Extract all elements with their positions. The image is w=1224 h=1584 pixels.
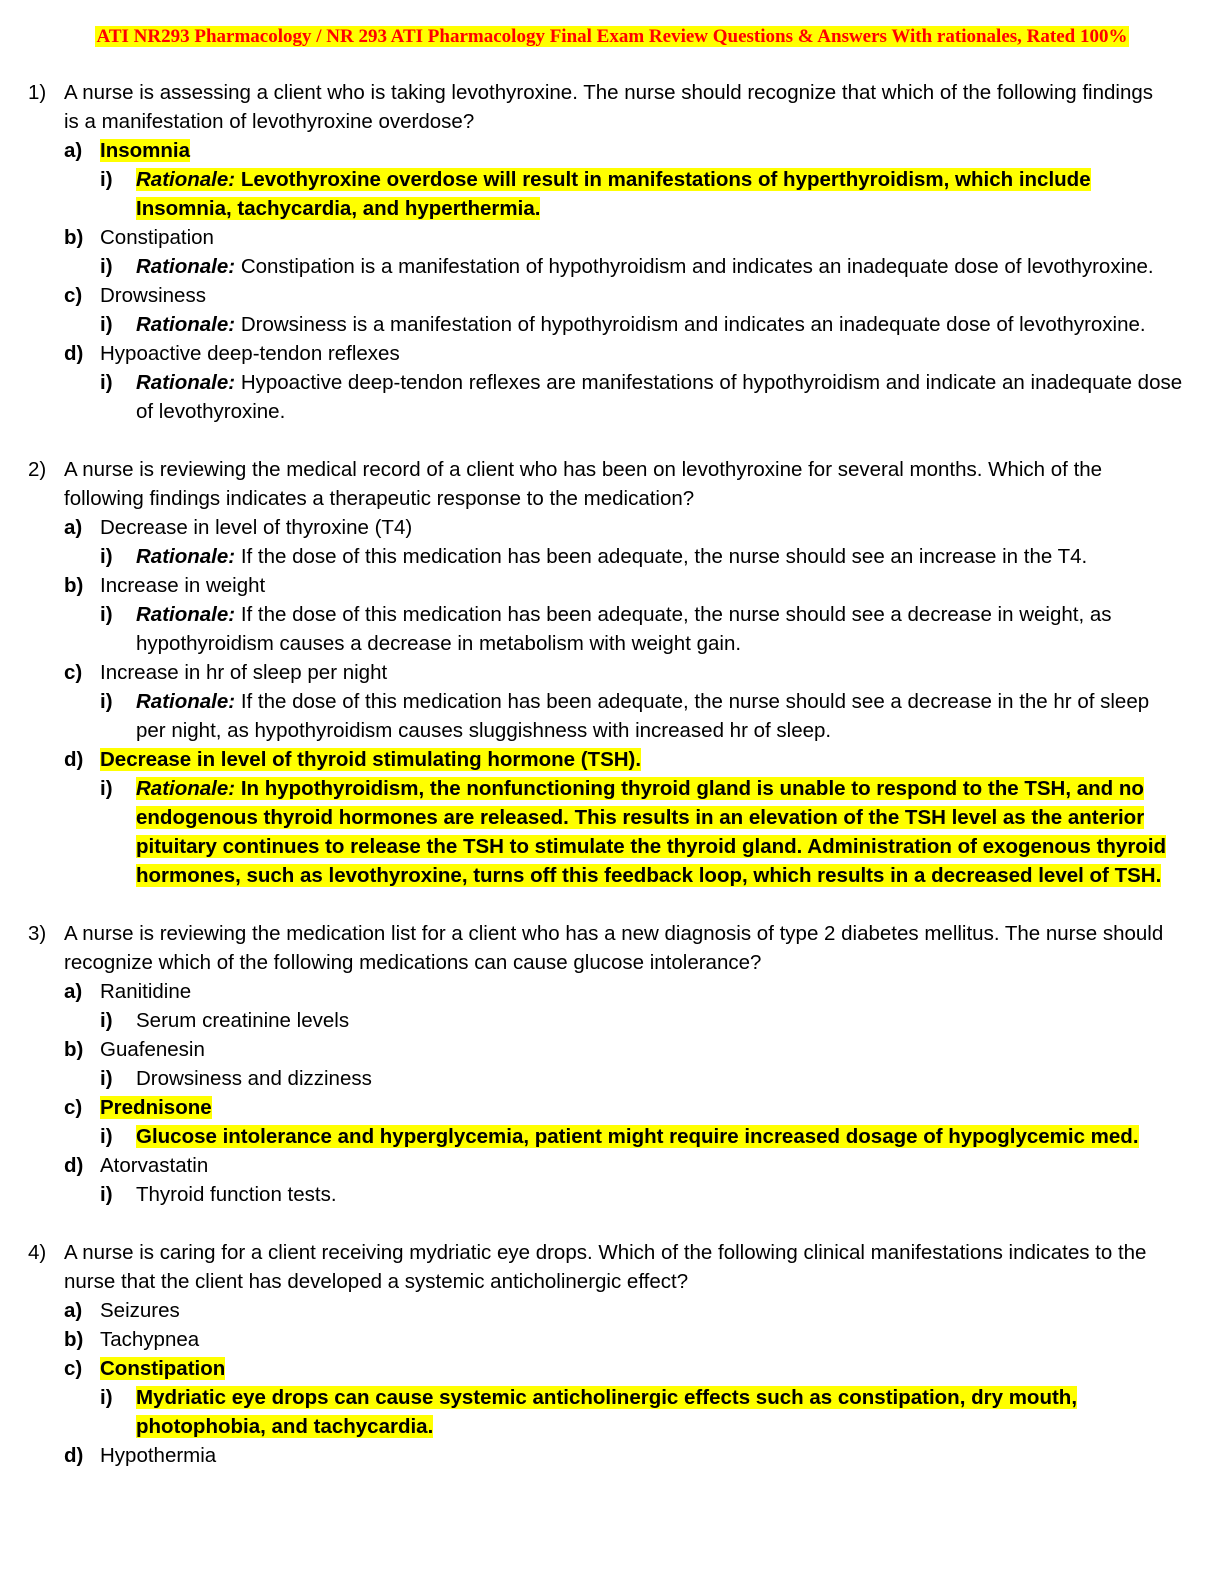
option-text: Increase in hr of sleep per night [100,661,388,684]
document-title: ATI NR293 Pharmacology / NR 293 ATI Pharmacology Final Exam Review Questions & Answers With rationales, Rated 100% [96,26,1128,47]
rationale-label: i) [100,777,113,800]
rationale-body [136,777,1166,887]
rationale-body [136,1183,337,1206]
answer-option [0,977,1224,1006]
rationale-label: i) [100,1009,113,1032]
rationale-prefix: Rationale: [136,371,236,394]
option-label: d) [64,748,84,771]
option-text: Tachypnea [100,1328,200,1351]
rationale [0,774,1224,890]
rationale-body [136,1125,1139,1148]
rationale [0,542,1224,571]
rationale-prefix: Rationale: [136,255,236,278]
rationale-body [136,371,1182,423]
question-number: 2) [28,458,47,481]
rationale [0,252,1224,281]
rationale-prefix: Rationale: [136,690,236,713]
question [0,455,1224,890]
option-label: d) [64,1154,84,1177]
answer-option [0,658,1224,687]
rationale-label: i) [100,603,113,626]
option-label: b) [64,574,84,597]
answer-option [0,1093,1224,1122]
rationale-label: i) [100,690,113,713]
question [0,78,1224,426]
document-header [0,24,1224,50]
option-text: Seizures [100,1299,180,1322]
question-stem [0,455,1224,513]
option-text: Decrease in level of thyroxine (T4) [100,516,413,539]
rationale-body [136,603,1112,655]
rationale-text: Serum creatinine levels [136,1009,350,1032]
option-text: Hypothermia [100,1444,217,1467]
question-number: 1) [28,81,47,104]
question-list [0,78,1224,1499]
answer-option [0,223,1224,252]
answer-option [0,513,1224,542]
answer-option [0,1035,1224,1064]
answer-option [0,571,1224,600]
option-label: c) [64,1357,83,1380]
option-label: a) [64,1299,83,1322]
rationale-body [136,168,1091,220]
question-stem [0,78,1224,136]
option-label: a) [64,980,83,1003]
rationale-prefix: Rationale: [136,777,236,800]
rationale [0,368,1224,426]
option-text: Ranitidine [100,980,192,1003]
option-text: Increase in weight [100,574,266,597]
option-label: b) [64,226,84,249]
rationale-label: i) [100,168,113,191]
question-text: A nurse is assessing a client who is taking levothyroxine. The nurse should recognize that which of the following findings is a manifestation of levothyroxine overdose? [64,81,1154,133]
rationale-text: Constipation is a manifestation of hypothyroidism and indicates an inadequate dose of levothyroxine. [240,255,1154,278]
answer-option [0,339,1224,368]
rationale-prefix: Rationale: [136,313,236,336]
rationale-prefix: Rationale: [136,545,236,568]
answer-option [0,1354,1224,1383]
rationale-text: Thyroid function tests. [136,1183,337,1206]
question-number: 4) [28,1241,47,1264]
question-stem [0,1238,1224,1296]
option-label: c) [64,661,83,684]
question [0,1238,1224,1470]
option-label: c) [64,1096,83,1119]
rationale-body [136,545,1087,568]
answer-option [0,1151,1224,1180]
rationale-label: i) [100,1183,113,1206]
rationale-text: Mydriatic eye drops can cause systemic anticholinergic effects such as constipation, dry mouth, photophobia, and tachycardia. [136,1386,1078,1438]
rationale-label: i) [100,371,113,394]
answer-option [0,1296,1224,1325]
rationale-body [136,1009,349,1032]
correct-option-text: Prednisone [100,1096,212,1119]
rationale-body [136,255,1154,278]
rationale [0,1180,1224,1209]
rationale-label: i) [100,313,113,336]
option-text: Guafenesin [100,1038,205,1061]
rationale [0,165,1224,223]
question-text: A nurse is caring for a client receiving mydriatic eye drops. Which of the following clinical manifestations indicates to the nurse that the client has developed a systemic anticholinergic effect? [64,1241,1147,1293]
rationale-text: Levothyroxine overdose will result in manifestations of hyperthyroidism, which include Insomnia, tachycardia, and hyperthermia. [136,168,1091,220]
rationale-text: Glucose intolerance and hyperglycemia, patient might require increased dosage of hypoglycemic med. [136,1125,1139,1148]
rationale-text: If the dose of this medication has been adequate, the nurse should see an increase in the T4. [240,545,1088,568]
correct-option-text: Constipation [100,1357,226,1380]
option-label: d) [64,342,84,365]
rationale-text: Hypoactive deep-tendon reflexes are manifestations of hypothyroidism and indicate an inadequate dose of levothyroxine. [136,371,1183,423]
rationale-label: i) [100,1067,113,1090]
option-label: b) [64,1038,84,1061]
answer-option [0,281,1224,310]
option-text: Drowsiness [100,284,206,307]
rationale-label: i) [100,545,113,568]
option-label: a) [64,139,83,162]
option-text: Atorvastatin [100,1154,209,1177]
rationale-prefix: Rationale: [136,603,236,626]
option-label: b) [64,1328,84,1351]
question-text: A nurse is reviewing the medical record of a client who has been on levothyroxine for several months. Which of the following findings indicates a therapeutic response to the medication? [64,458,1103,510]
rationale-text: Drowsiness and dizziness [136,1067,372,1090]
option-text: Hypoactive deep-tendon reflexes [100,342,400,365]
rationale [0,1383,1224,1441]
rationale-body [136,1386,1077,1438]
rationale-label: i) [100,255,113,278]
rationale-prefix: Rationale: [136,168,236,191]
rationale-label: i) [100,1386,113,1409]
rationale [0,310,1224,339]
correct-option-text: Insomnia [100,139,190,162]
question [0,919,1224,1209]
option-text: Constipation [100,226,214,249]
option-label: a) [64,516,83,539]
rationale-text: In hypothyroidism, the nonfunctioning thyroid gland is unable to respond to the TSH, and no endogenous thyroid hormones are released. This results in an elevation of the TSH level as the anterior pituitary continues to release the TSH to stimulate the thyroid gland. Administration of exogenous thyroid hormones, such as levothyroxine, turns off this feedback loop, which results in a decreased level of TSH. [136,777,1167,887]
rationale [0,600,1224,658]
rationale-text: Drowsiness is a manifestation of hypothyroidism and indicates an inadequate dose of levothyroxine. [240,313,1146,336]
answer-option [0,1325,1224,1354]
rationale-label: i) [100,1125,113,1148]
option-label: d) [64,1444,84,1467]
question-text: A nurse is reviewing the medication list for a client who has a new diagnosis of type 2 diabetes mellitus. The nurse should recognize which of the following medications can cause glucose intolerance? [64,922,1164,974]
rationale [0,1064,1224,1093]
rationale [0,1006,1224,1035]
answer-option [0,136,1224,165]
answer-option [0,745,1224,774]
rationale-body [136,313,1146,336]
rationale-text: If the dose of this medication has been adequate, the nurse should see a decrease in weight, as hypothyroidism causes a decrease in metabolism with weight gain. [136,603,1112,655]
answer-option [0,1441,1224,1470]
rationale [0,1122,1224,1151]
rationale-body [136,690,1149,742]
question-number: 3) [28,922,47,945]
question-stem [0,919,1224,977]
rationale [0,687,1224,745]
correct-option-text: Decrease in level of thyroid stimulating hormone (TSH). [100,748,642,771]
option-label: c) [64,284,83,307]
rationale-body [136,1067,372,1090]
rationale-text: If the dose of this medication has been adequate, the nurse should see a decrease in the hr of sleep per night, as hypothyroidism causes sluggishness with increased hr of sleep. [136,690,1150,742]
